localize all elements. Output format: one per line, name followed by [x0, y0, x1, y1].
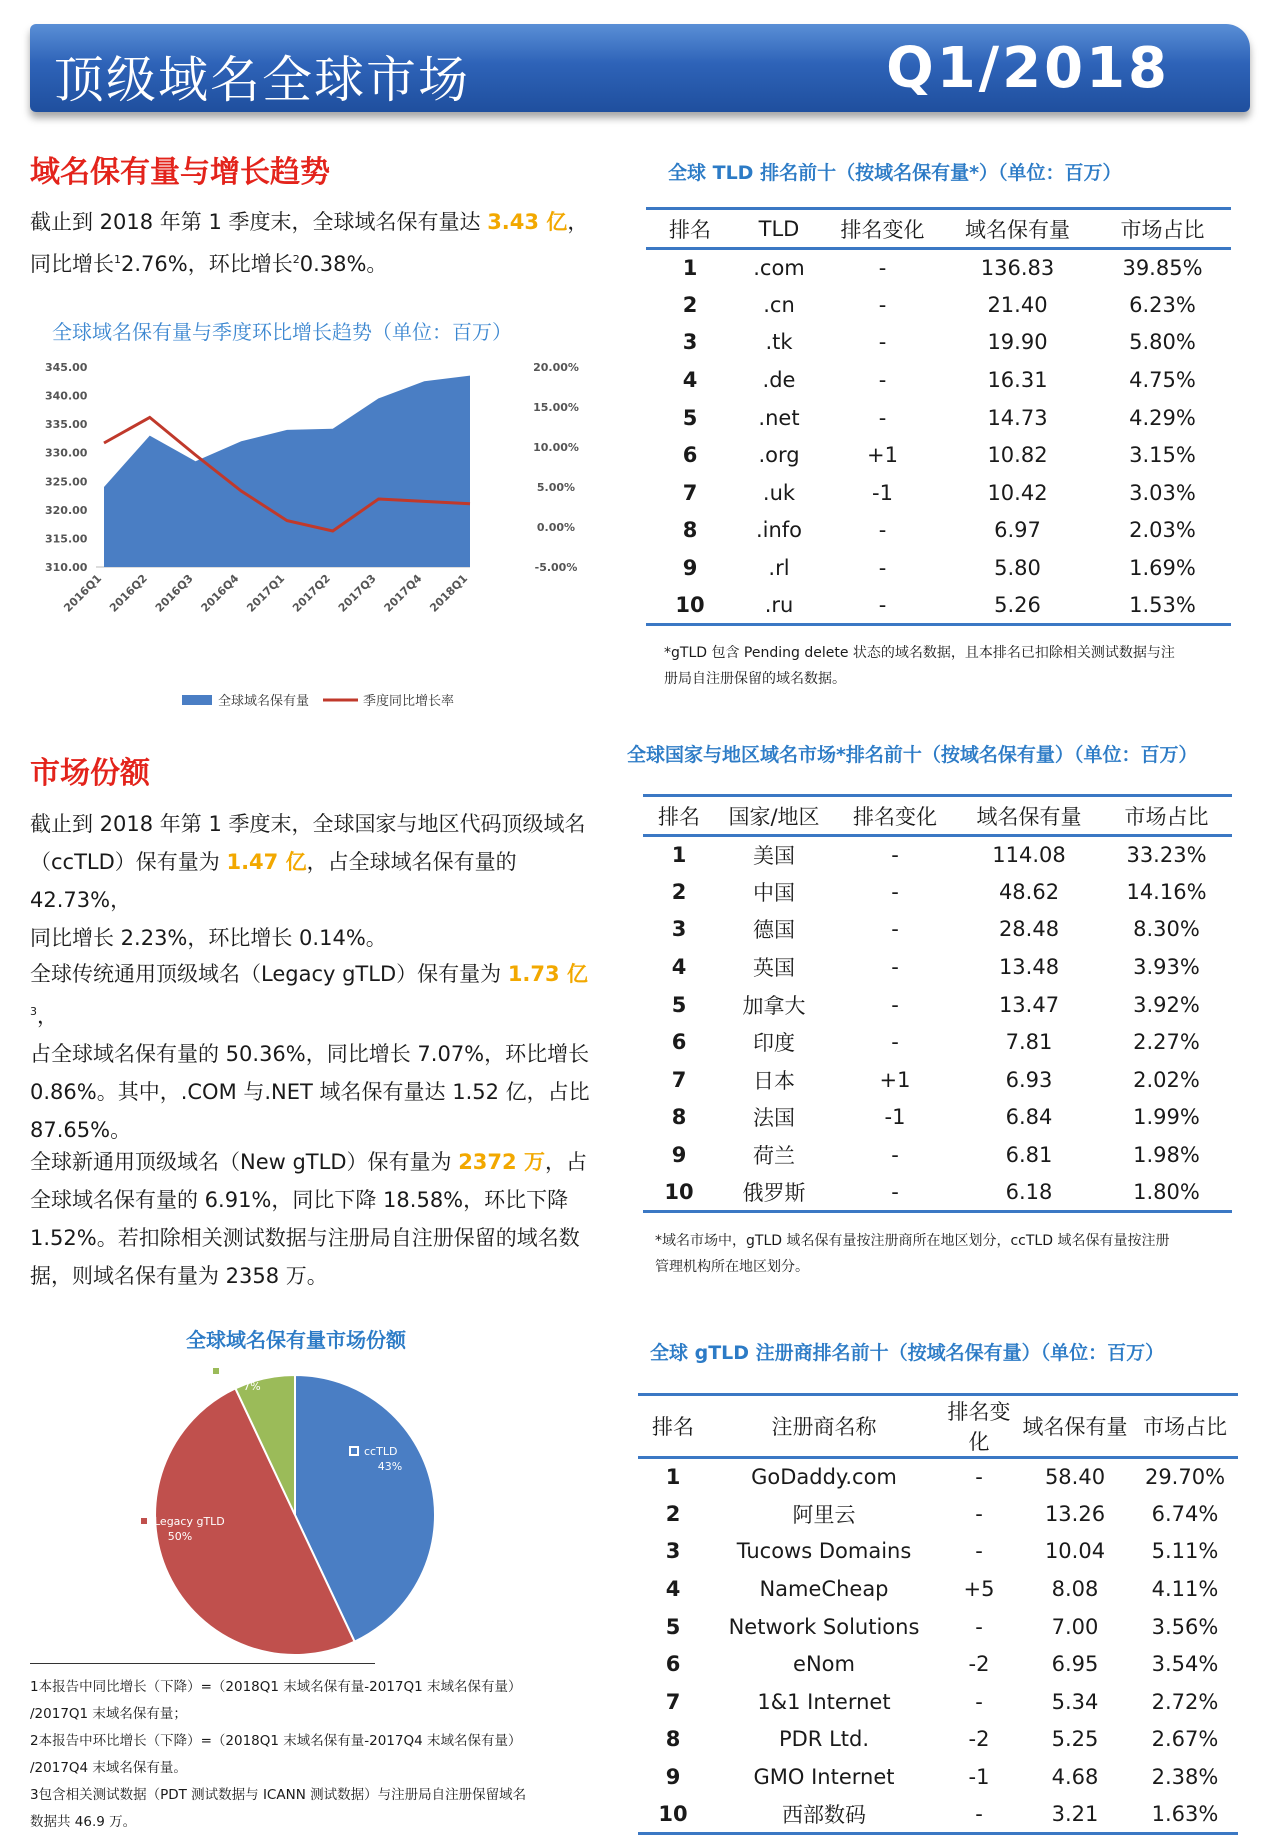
- section-title-share: 市场份额: [30, 756, 150, 791]
- table-cell: 10: [643, 1174, 715, 1212]
- table-cell: 德国: [753, 918, 795, 943]
- y-left-tick-label: 325.00: [45, 475, 88, 489]
- pie-chart-title: 全球域名保有量市场份额: [186, 1328, 406, 1352]
- table-row: [646, 286, 1231, 324]
- pie-slice-label: New gTLD: [226, 1365, 282, 1378]
- y-right-tick-label: 0.00%: [536, 521, 576, 534]
- report-title: 顶级域名全球市场: [54, 51, 470, 109]
- table-cell: 6.23%: [1129, 292, 1196, 317]
- table-cell: -: [824, 587, 941, 625]
- table-cell: 中国: [753, 880, 795, 905]
- trend-paragraph: 截止到 2018 年第 1 季度末，全球域名保有量达 3.43 亿， 同比增长$^1$2.76%，环比增长$^2$0.38%。: [30, 210, 589, 276]
- table-cell: +5: [963, 1577, 995, 1602]
- table-cell: 114.08: [992, 843, 1066, 868]
- table-cell: .net: [758, 405, 800, 430]
- table-cell: 1.53%: [1094, 587, 1231, 625]
- table-cell: 5.34: [1051, 1689, 1099, 1714]
- table-row: [643, 1174, 1232, 1212]
- table-cell: 10.42: [987, 480, 1048, 505]
- area-series-domain-count: [104, 376, 470, 567]
- table-cell: 8.08: [1051, 1577, 1099, 1602]
- x-tick-label: 2017Q4: [381, 571, 425, 615]
- table-cell: 8.30%: [1133, 917, 1200, 942]
- table-cell: 5.80: [994, 556, 1041, 581]
- table-row: [638, 1683, 1238, 1721]
- table-row: [643, 1136, 1232, 1174]
- table-cell: 3.21: [1018, 1796, 1132, 1834]
- area-chart-title: 全球域名保有量与季度环比增长趋势（单位：百万）: [52, 320, 512, 344]
- table-cell: -: [891, 917, 899, 942]
- table-cell: .rl: [768, 556, 790, 581]
- table-cell: 8: [682, 518, 698, 543]
- footnote-line: 3包含相关测试数据（PDT 测试数据与 ICANN 测试数据）与注册局自注册保留域名: [30, 1787, 527, 1803]
- table-cell: 印度: [753, 1031, 795, 1056]
- table-row: [638, 1796, 1238, 1834]
- registrar-ranking-table: [638, 1393, 1238, 1835]
- table-row: [638, 1495, 1238, 1533]
- table-cell: 4.75%: [1129, 368, 1196, 393]
- table-row: [646, 549, 1231, 587]
- table-cell: 英国: [753, 956, 795, 981]
- table-cell: -: [878, 256, 887, 281]
- table-cell: .info: [755, 518, 803, 543]
- col-header: 市场占比: [1094, 209, 1231, 249]
- table-cell: -1: [968, 1765, 990, 1790]
- table-cell: -: [878, 368, 887, 393]
- table-cell: 2: [682, 292, 698, 317]
- table-cell: 9: [665, 1765, 681, 1790]
- table-cell: 俄罗斯: [715, 1174, 833, 1212]
- legend-label-line: 季度同比增长率: [363, 694, 455, 709]
- pie-label-swatch: [140, 1517, 148, 1525]
- x-tick-label: 2017Q3: [335, 571, 379, 615]
- registrar-table-title: 全球 gTLD 注册商排名前十（按域名保有量）（单位：百万）: [650, 1342, 1165, 1364]
- footnote-line: 2本报告中环比增长（下降）=（2018Q1 末域名保有量-2017Q4 末域名保有量）: [30, 1733, 522, 1749]
- country-ranking-table: [643, 794, 1232, 1213]
- table-cell: 9: [671, 1143, 687, 1168]
- table-row: [638, 1645, 1238, 1683]
- table-row: [643, 1023, 1232, 1061]
- table-cell: 1: [671, 843, 687, 868]
- table-cell: .de: [762, 368, 796, 393]
- share-paragraph-newgtld: 全球新通用顶级域名（New gTLD）保有量为 2372 万，占 全球域名保有量的 6.91%，同比下降 18.58%，环比下降 1.52%。若扣除相关测试数据与注册局自注册保留的域名数 据，则域名保有量为 2358 万。: [30, 1150, 587, 1288]
- table-cell: 2.38%: [1151, 1765, 1219, 1790]
- table-cell: 2.27%: [1133, 1030, 1200, 1055]
- table-cell: -: [878, 405, 887, 430]
- legend-label-area: 全球域名保有量: [218, 694, 310, 709]
- y-left-tick-label: 345.00: [45, 361, 88, 374]
- table-cell: 6.84: [1005, 1105, 1053, 1130]
- pie-slice-pct: 50%: [167, 1530, 193, 1543]
- table-cell: 美国: [753, 844, 795, 869]
- share-paragraph-cctld: 截止到 2018 年第 1 季度末，全球国家与地区代码顶级域名 （ccTLD）保有量为 1.47 亿，占全球域名保有量的 42.73%， 同比增长 2.23%，环比增长 0.14%。: [30, 812, 586, 950]
- table-cell: NameCheap: [759, 1577, 889, 1602]
- col-header: TLD: [734, 209, 824, 249]
- y-right-tick-label: 10.00%: [533, 441, 579, 454]
- table-cell: 3.03%: [1129, 480, 1196, 505]
- table-cell: 14.16%: [1126, 879, 1207, 904]
- table-cell: 3: [671, 917, 687, 942]
- table-cell: 7.81: [1005, 1030, 1053, 1055]
- y-left-tick-label: 330.00: [45, 446, 88, 460]
- table-cell: 7.00: [1051, 1614, 1099, 1639]
- footnote-line: 1本报告中同比增长（下降）=（2018Q1 末域名保有量-2017Q1 末域名保有量）: [30, 1679, 522, 1695]
- header-banner: [30, 24, 1250, 112]
- table-cell: 1: [665, 1465, 681, 1490]
- footnote-line: 数据共 46.9 万。: [30, 1814, 137, 1830]
- table-row: [646, 324, 1231, 362]
- share-paragraph-legacy: 全球传统通用顶级域名（Legacy gTLD）保有量为 1.73 亿$^3$， 占全球域名保有量的 50.36%，同比增长 7.07%，环比增长 0.86%。其中，.COM 与.NET 域名保有量达 1.52 亿，占比 87.65%。: [30, 962, 590, 1142]
- table-row: [646, 474, 1231, 512]
- table-cell: 39.85%: [1122, 256, 1203, 281]
- pie-slice-label: Legacy gTLD: [154, 1515, 225, 1528]
- col-header: 域名保有量: [941, 209, 1094, 249]
- table-cell: 3: [682, 330, 698, 355]
- table-cell: 2.02%: [1133, 1067, 1200, 1092]
- table-cell: 4: [665, 1577, 681, 1602]
- table-cell: -: [878, 556, 887, 581]
- table-cell: 48.62: [998, 879, 1060, 904]
- table-cell: 13.26: [1044, 1501, 1106, 1526]
- pie-slice-label: ccTLD: [364, 1445, 398, 1458]
- table-cell: 4: [671, 955, 687, 980]
- table-row: [643, 1061, 1232, 1099]
- area-chart-legend: [182, 693, 454, 709]
- table-cell: -2: [968, 1652, 990, 1677]
- y-right-tick-label: 20.00%: [533, 361, 579, 374]
- table-cell: +1: [867, 443, 898, 468]
- table-cell: .org: [758, 443, 800, 468]
- table-cell: -: [975, 1539, 983, 1564]
- table-row: [638, 1608, 1238, 1646]
- table-cell: 33.23%: [1126, 843, 1207, 868]
- table-cell: -1: [872, 480, 893, 505]
- table-cell: -: [891, 879, 899, 904]
- col-header: 国家/地区: [715, 796, 833, 836]
- table-cell: 8: [665, 1727, 681, 1752]
- table-cell: 5.11%: [1151, 1539, 1219, 1564]
- table-cell: 3.15%: [1129, 443, 1196, 468]
- pie-label-swatch: [212, 1367, 220, 1375]
- table-cell: -: [878, 518, 887, 543]
- table-cell: 10: [638, 1796, 708, 1834]
- table-cell: 9: [682, 556, 698, 581]
- report-quarter: Q1/2018: [886, 36, 1170, 101]
- table-cell: 13.47: [998, 992, 1060, 1017]
- table-cell: 2.03%: [1129, 518, 1196, 543]
- table-cell: 6: [665, 1652, 681, 1677]
- pie-chart: [120, 1360, 470, 1670]
- table-cell: 28.48: [998, 917, 1060, 942]
- table-cell: 日本: [753, 1068, 795, 1093]
- col-header: 排名: [643, 796, 715, 836]
- table-cell: 1&1 Internet: [757, 1689, 891, 1714]
- table-cell: -: [891, 992, 899, 1017]
- table-cell: 2.72%: [1151, 1689, 1219, 1714]
- y-right-tick-label: 15.00%: [533, 401, 579, 414]
- y-left-tick-label: 320.00: [45, 503, 88, 517]
- x-tick-label: 2016Q4: [198, 571, 242, 615]
- table-cell: -: [940, 1796, 1018, 1834]
- table-cell: 3.54%: [1151, 1652, 1219, 1677]
- table-cell: 1.63%: [1132, 1796, 1238, 1834]
- table-cell: 3.92%: [1133, 992, 1200, 1017]
- table-cell: 阿里云: [792, 1502, 856, 1527]
- table-cell: 5.80%: [1129, 330, 1196, 355]
- x-tick-label: 2016Q2: [107, 571, 150, 615]
- table-cell: 2: [671, 879, 687, 904]
- table-cell: 7: [665, 1689, 681, 1714]
- table-cell: 4.11%: [1151, 1577, 1219, 1602]
- table-cell: PDR Ltd.: [778, 1727, 870, 1752]
- table-cell: 加拿大: [742, 993, 806, 1018]
- col-header: 域名保有量: [1018, 1395, 1132, 1458]
- table-cell: -: [878, 292, 887, 317]
- table-cell: 6: [671, 1030, 687, 1055]
- x-tick-label: 2016Q1: [61, 571, 105, 615]
- table-cell: 16.31: [987, 368, 1048, 393]
- col-header: 市场占比: [1101, 796, 1232, 836]
- table-row: [643, 948, 1232, 986]
- table-cell: 2: [665, 1501, 681, 1526]
- y-right-tick-label: -5.00%: [534, 561, 578, 574]
- table-cell: -: [975, 1614, 983, 1639]
- table-cell: 3: [665, 1539, 681, 1564]
- y-left-tick-label: 315.00: [45, 532, 88, 546]
- table-cell: 荷兰: [753, 1144, 795, 1169]
- legend-swatch-area: [182, 695, 212, 705]
- table-cell: 6.81: [1005, 1143, 1053, 1168]
- tld-ranking-table: [646, 207, 1231, 626]
- table-cell: 5.25: [1051, 1727, 1099, 1752]
- table-cell: GMO Internet: [753, 1765, 895, 1790]
- table-cell: 19.90: [987, 330, 1048, 355]
- table-cell: Network Solutions: [728, 1614, 920, 1639]
- table-cell: 3.56%: [1151, 1614, 1219, 1639]
- cc-table-note: *域名市场中，gTLD 域名保有量按注册商所在地区划分，ccTLD 域名保有量按注册 管理机构所在地区划分。: [655, 1233, 1170, 1275]
- table-cell: 7: [671, 1067, 687, 1092]
- x-tick-label: 2018Q1: [427, 571, 471, 615]
- col-header: 排名变化: [940, 1395, 1018, 1458]
- table-cell: -: [975, 1689, 983, 1714]
- table-row: [638, 1758, 1238, 1796]
- table-row: [643, 873, 1232, 911]
- table-row: [638, 1721, 1238, 1759]
- y-left-tick-label: 335.00: [45, 418, 88, 432]
- table-cell: 8: [671, 1105, 687, 1130]
- x-tick-label: 2016Q3: [152, 571, 196, 615]
- x-tick-label: 2017Q2: [290, 571, 333, 615]
- footnotes: [30, 1674, 620, 1836]
- table-cell: -: [975, 1501, 983, 1526]
- table-cell: .tk: [765, 330, 793, 355]
- table-cell: 1: [682, 256, 698, 281]
- table-cell: 4.29%: [1129, 405, 1196, 430]
- table-cell: 6.18: [957, 1174, 1101, 1212]
- table-row: [646, 249, 1231, 287]
- table-cell: -2: [968, 1727, 990, 1752]
- x-tick-label: 2017Q1: [244, 571, 288, 615]
- table-cell: 7: [682, 480, 698, 505]
- table-cell: 6.95: [1051, 1652, 1099, 1677]
- pie-slice-pct: 43%: [377, 1460, 403, 1473]
- table-row: [646, 512, 1231, 550]
- table-cell: +1: [879, 1067, 911, 1092]
- tld-table-note: *gTLD 包含 Pending delete 状态的域名数据，且本排名已扣除相关测试数据与注 册局自注册保留的域名数据。: [664, 645, 1175, 687]
- footnote-line: /2017Q1 末域名保有量；: [30, 1706, 187, 1722]
- table-cell: 136.83: [980, 256, 1055, 281]
- col-header: 域名保有量: [957, 796, 1101, 836]
- col-header: 排名变化: [824, 209, 941, 249]
- table-cell: eNom: [793, 1652, 855, 1677]
- tld-table-title: 全球 TLD 排名前十（按域名保有量*）（单位：百万）: [668, 162, 1122, 184]
- table-cell: .com: [753, 256, 805, 281]
- table-cell: GoDaddy.com: [751, 1465, 897, 1490]
- table-cell: 1.80%: [1101, 1174, 1232, 1212]
- table-cell: 5: [671, 992, 687, 1017]
- table-cell: 10: [646, 587, 734, 625]
- y-right-tick-label: 5.00%: [536, 481, 576, 494]
- table-cell: 13.48: [998, 955, 1060, 980]
- col-header: 排名: [638, 1395, 708, 1458]
- pie-label-swatch: [350, 1447, 358, 1455]
- table-cell: -: [891, 1143, 899, 1168]
- cc-table-title: 全球国家与地区域名市场*排名前十（按域名保有量）（单位：百万）: [627, 744, 1198, 766]
- table-cell: 1.99%: [1133, 1105, 1200, 1130]
- table-row: [643, 1099, 1232, 1137]
- y-left-tick-label: 310.00: [45, 561, 88, 574]
- table-cell: -: [891, 843, 899, 868]
- col-header: 排名: [646, 209, 734, 249]
- col-header: 注册商名称: [708, 1395, 940, 1458]
- table-cell: Tucows Domains: [736, 1539, 912, 1564]
- table-cell: 4: [682, 368, 698, 393]
- area-chart: [30, 355, 620, 720]
- table-cell: 6.93: [1005, 1067, 1053, 1092]
- table-cell: 6: [682, 443, 698, 468]
- table-row: [646, 436, 1231, 474]
- table-row: [643, 986, 1232, 1024]
- table-cell: .uk: [762, 480, 796, 505]
- table-cell: 1.98%: [1133, 1143, 1200, 1168]
- col-header: 排名变化: [833, 796, 957, 836]
- table-cell: -: [891, 1030, 899, 1055]
- col-header: 市场占比: [1132, 1395, 1238, 1458]
- table-cell: 法国: [753, 1106, 795, 1131]
- footnote-line: /2017Q4 末域名保有量。: [30, 1760, 187, 1776]
- table-row: [638, 1570, 1238, 1608]
- pie-slice-pct: 7%: [243, 1380, 261, 1393]
- table-row: [643, 911, 1232, 949]
- table-row: [646, 361, 1231, 399]
- table-row: [638, 1533, 1238, 1571]
- table-cell: .cn: [763, 292, 795, 317]
- table-cell: 4.68: [1051, 1765, 1099, 1790]
- table-cell: -: [833, 1174, 957, 1212]
- table-row: [638, 1458, 1238, 1496]
- table-cell: 3.93%: [1133, 955, 1200, 980]
- table-cell: 29.70%: [1144, 1465, 1226, 1490]
- footnote-divider: [30, 1663, 375, 1664]
- table-cell: 西部数码: [708, 1796, 940, 1834]
- table-cell: .ru: [734, 587, 824, 625]
- table-cell: 5: [682, 405, 698, 430]
- section-title-trend: 域名保有量与增长趋势: [30, 155, 330, 190]
- table-row: [646, 399, 1231, 437]
- table-cell: 5.26: [941, 587, 1094, 625]
- table-cell: 14.73: [987, 405, 1048, 430]
- table-cell: -1: [884, 1105, 906, 1130]
- table-cell: 10.04: [1044, 1539, 1106, 1564]
- table-cell: 2.67%: [1151, 1727, 1219, 1752]
- table-cell: 10.82: [987, 443, 1048, 468]
- table-cell: -: [975, 1465, 983, 1490]
- y-left-tick-label: 340.00: [45, 389, 88, 403]
- table-cell: 5: [665, 1614, 681, 1639]
- table-cell: -: [878, 330, 887, 355]
- table-row: [646, 587, 1231, 625]
- table-cell: -: [891, 955, 899, 980]
- table-cell: 58.40: [1044, 1465, 1106, 1490]
- table-cell: 6.97: [994, 518, 1041, 543]
- table-cell: 1.69%: [1129, 556, 1196, 581]
- table-cell: 6.74%: [1151, 1501, 1219, 1526]
- table-cell: 21.40: [987, 292, 1048, 317]
- table-row: [643, 836, 1232, 874]
